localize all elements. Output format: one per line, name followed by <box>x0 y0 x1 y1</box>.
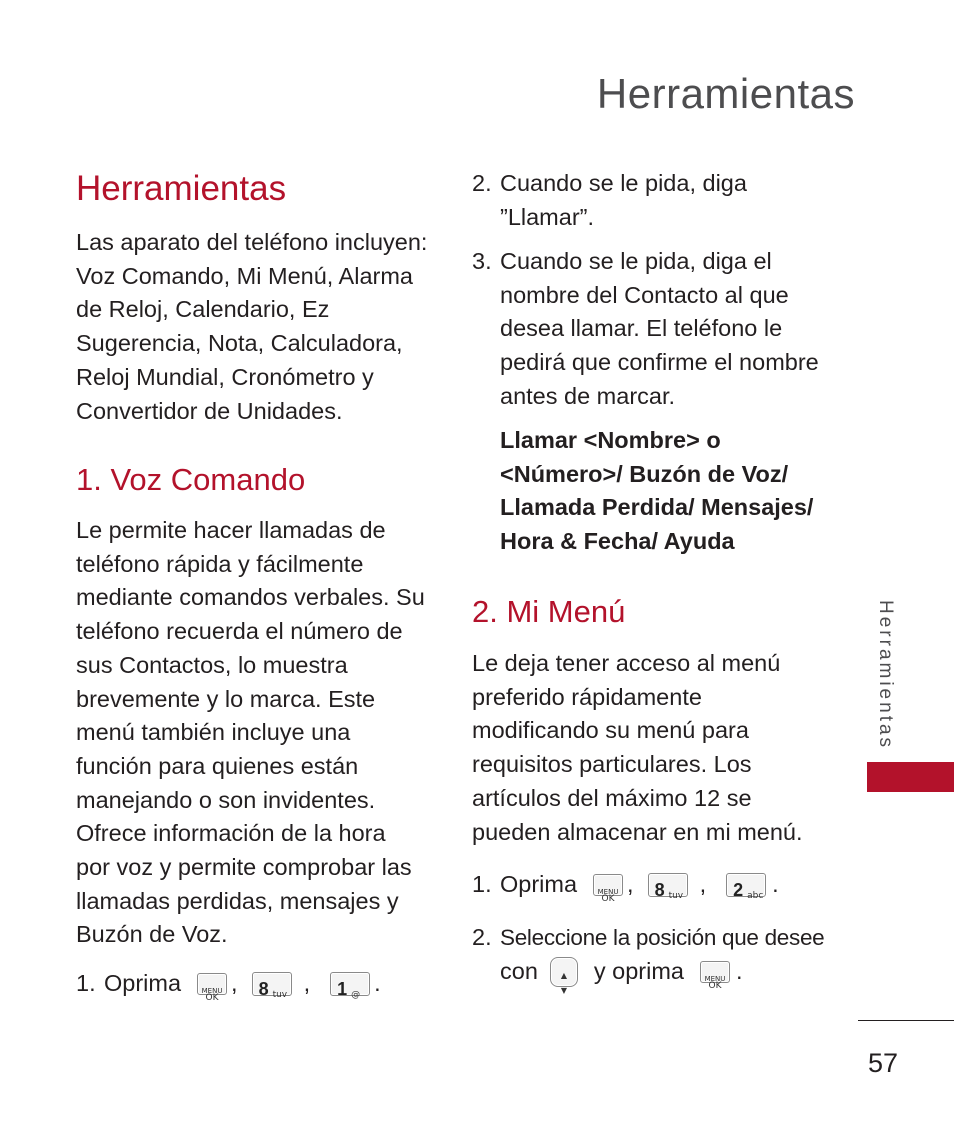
footer-divider <box>858 1020 954 1021</box>
mi-menu-step-2: 2. Seleccione la posición que desee con ▲ ▼ y oprima MENU OK . <box>472 921 832 988</box>
text-line: nombre del Contacto al que <box>500 281 789 308</box>
text-line: antes de marcar. <box>500 382 676 409</box>
navigation-key-icon: ▲ ▼ <box>550 957 578 987</box>
text-line: Llamada Perdida/ Mensajes/ <box>500 494 814 521</box>
mi-menu-paragraph <box>472 647 832 849</box>
side-section-tab <box>867 762 954 792</box>
text-line: por voz y permite comprobar las <box>76 854 412 881</box>
text-line: brevemente y lo marca. Este <box>76 685 376 712</box>
text-line: con ▲ ▼ y oprima MENU OK . <box>500 957 743 995</box>
text-line: manejando o son invidentes. <box>76 786 376 813</box>
menu-ok-key-icon: MENU OK <box>593 874 623 896</box>
text-line: sus Contactos, lo muestra <box>76 651 348 678</box>
text-line: Cuando se le pida, diga <box>500 170 747 196</box>
page-number: 57 <box>867 1048 898 1078</box>
text-line: requisitos particulares. Los <box>472 751 752 778</box>
section-heading: Herramientas <box>76 169 287 208</box>
text-line: Voz Comando, Mi Menú, Alarma <box>76 262 413 289</box>
intro-paragraph <box>76 226 446 428</box>
text-line: Reloj Mundial, Cronómetro y <box>76 363 374 390</box>
text-line: Hora & Fecha/ Ayuda <box>500 528 735 555</box>
text-line: Llamar <Nombre> o <box>500 427 721 453</box>
text-line: Cuando se le pida, diga el <box>500 248 772 274</box>
text-line: desea llamar. El teléfono le <box>500 315 783 342</box>
key-8-icon: 8 tuv <box>648 873 688 897</box>
text-line: modificando su menú para <box>472 717 749 744</box>
voz-comando-step-1: 1. Oprima MENU OK , 8 tuv , 1 @ . <box>76 970 381 1003</box>
text-line: <Número>/ Buzón de Voz/ <box>500 460 789 487</box>
text-line: teléfono rápida y fácilmente <box>76 550 364 577</box>
text-line: Ofrece información de la hora <box>76 820 386 847</box>
subsection-heading-mi-menu: 2. Mi Menú <box>472 594 626 629</box>
page-header-title: Herramientas <box>596 70 855 117</box>
text-line: ”Llamar”. <box>500 203 595 230</box>
text-line: Le permite hacer llamadas de <box>76 517 386 543</box>
text-line: de Reloj, Calendario, Ez <box>76 296 330 323</box>
text-line: artículos del máximo 12 se <box>472 784 752 811</box>
mi-menu-step-1: 1. Oprima MENU OK , 8 tuv , 2 abc . <box>472 871 779 904</box>
voz-comando-step-3: 3. Cuando se le pida, diga el nombre del Contacto al que desea llamar. El teléfono le pedirá que confirme el nombre antes de marcar. <box>472 245 832 414</box>
text-line: función para quienes están <box>76 752 359 779</box>
text-line: pedirá que confirme el nombre <box>500 349 819 376</box>
menu-ok-key-icon: MENU OK <box>197 973 227 995</box>
text-line: Buzón de Voz. <box>76 921 228 948</box>
text-line: Convertidor de Unidades. <box>76 397 343 424</box>
text-line: Seleccione la posición que desee <box>500 925 825 950</box>
text-line: Le deja tener acceso al menú <box>472 650 781 676</box>
text-line: preferido rápidamente <box>472 683 702 710</box>
text-line: teléfono recuerda el número de <box>76 618 403 645</box>
key-1-icon: 1 @ <box>330 972 370 996</box>
subsection-heading-voz-comando: 1. Voz Comando <box>76 462 306 497</box>
text-line: llamadas perdidas, mensajes y <box>76 887 399 914</box>
voice-commands-list <box>500 424 840 559</box>
side-section-label: Herramientas <box>875 600 896 751</box>
text-line: menú también incluye una <box>76 719 351 746</box>
voz-comando-step-2: 2. Cuando se le pida, diga ”Llamar”. <box>472 167 832 234</box>
key-8-icon: 8 tuv <box>252 972 292 996</box>
menu-ok-key-icon: MENU OK <box>700 961 730 983</box>
text-line: mediante comandos verbales. Su <box>76 584 425 611</box>
key-2-icon: 2 abc <box>726 873 766 897</box>
voz-comando-paragraph <box>76 514 446 952</box>
text-line: Sugerencia, Nota, Calculadora, <box>76 330 403 357</box>
text-line: pueden almacenar en mi menú. <box>472 818 803 845</box>
text-line: Las aparato del teléfono incluyen: <box>76 229 428 255</box>
